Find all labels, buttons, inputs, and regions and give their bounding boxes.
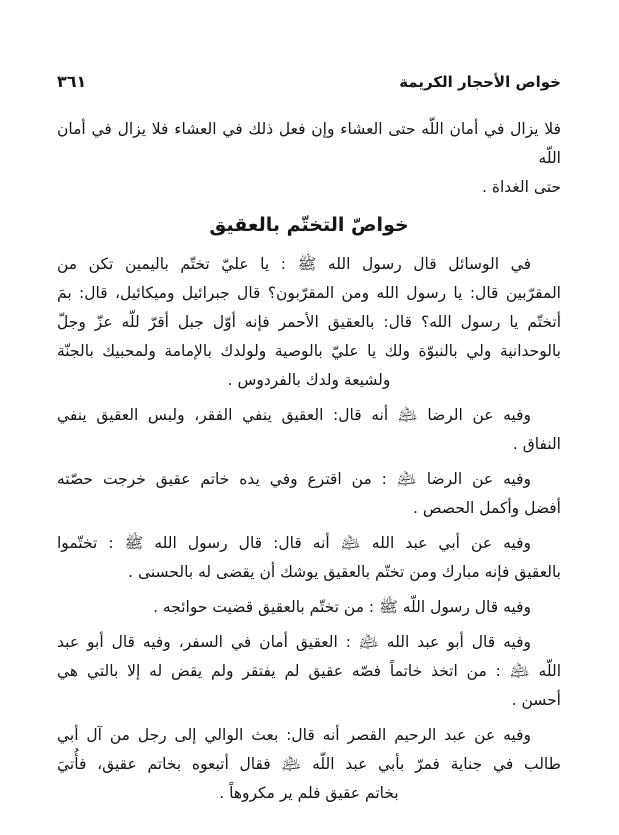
text-line: النفاق .: [512, 435, 561, 453]
page-number: ٣٦١: [57, 72, 87, 91]
text-line: بالعقيق فإنه مبارك ومن تختّم بالعقيق يوشك أن يقضى له بالحسنى .: [128, 563, 561, 581]
page-header: [57, 72, 561, 91]
text-line: وفيه عن عبد الرحيم القصر أنه قال: بعث الوالي إلى رجل من آل أبي: [57, 726, 531, 744]
text-line: فلا يزال في أمان اللّه حتى العشاء وإن فعل ذلك في العشاء فلا يزال في أمان اللّه: [57, 120, 561, 167]
paragraph: [57, 593, 561, 622]
text-line: حتى الغداة .: [481, 178, 561, 196]
text-line: وفيه قال رسول اللّه ﷺ : من تختّم بالعقيق قضيت حوائجه .: [153, 598, 531, 616]
paragraph: [57, 529, 561, 587]
paragraph: [57, 250, 561, 395]
text-line: وفيه عن الرضا ﵇ : من اقترع وفي يده خاتم عقيق خرجت حصّته: [57, 470, 531, 488]
paragraph: [57, 465, 561, 523]
paragraph: [57, 721, 561, 808]
text-line: أحسن .: [511, 691, 561, 709]
text-line: أفضل وأكمل الحصص .: [413, 499, 561, 517]
section-heading: خواصّ التختّم بالعقيق: [209, 214, 409, 236]
text-line: وفيه عن الرضا ﵇ أنه قال: العقيق ينفي الفقر، ولبس العقيق ينفي: [57, 406, 531, 424]
text-line: أتختّم يا رسول الله؟ قال: بالعقيق الأحمر فإنه أوّل جبل أقرّ للّه عزّ وجلّ: [57, 313, 561, 331]
text-line: ولشيعة ولدك بالفردوس .: [227, 371, 391, 389]
text-line: بالوحدانية ولي بالنبوّة ولك يا عليّ بالوصية ولولدك بالإمامة ولمحبيك بالجنّة: [57, 342, 561, 360]
paragraph: [57, 628, 561, 715]
text-line: وفيه قال أبو عبد الله ﵇ : العقيق أمان في السفر، وفيه قال أبو عبد: [57, 633, 531, 651]
text-line: المقرّبين قال: يا رسول الله ومن المقرّبون؟ قال جبرائيل وميكائيل، قال: بمَ: [57, 284, 561, 302]
text-line: طالب في جناية فمرّ بأبي عبد اللّه ﵇ فقال أتبعوه بخاتم عقيق، فأُتيَ: [57, 755, 561, 773]
text-line: في الوسائل قال رسول الله ﷺ : يا عليّ تختّم باليمين تكن من: [57, 255, 531, 273]
text-line: اللّه ﵇ : من اتخذ خاتماً فصّه عقيق لم يفتقر ولم يقض له إلا بالتي هي: [57, 662, 561, 680]
paragraph: [57, 401, 561, 459]
text-line: بخاتم عقيق فلم ير مكروهاً .: [219, 784, 399, 802]
book-title: خواص الأحجار الكريمة: [399, 73, 561, 91]
text-line: وفيه عن أبي عبد الله ﵇ أنه قال: قال رسول الله ﷺ : تختّموا: [57, 534, 531, 552]
intro-paragraph: [57, 115, 561, 202]
